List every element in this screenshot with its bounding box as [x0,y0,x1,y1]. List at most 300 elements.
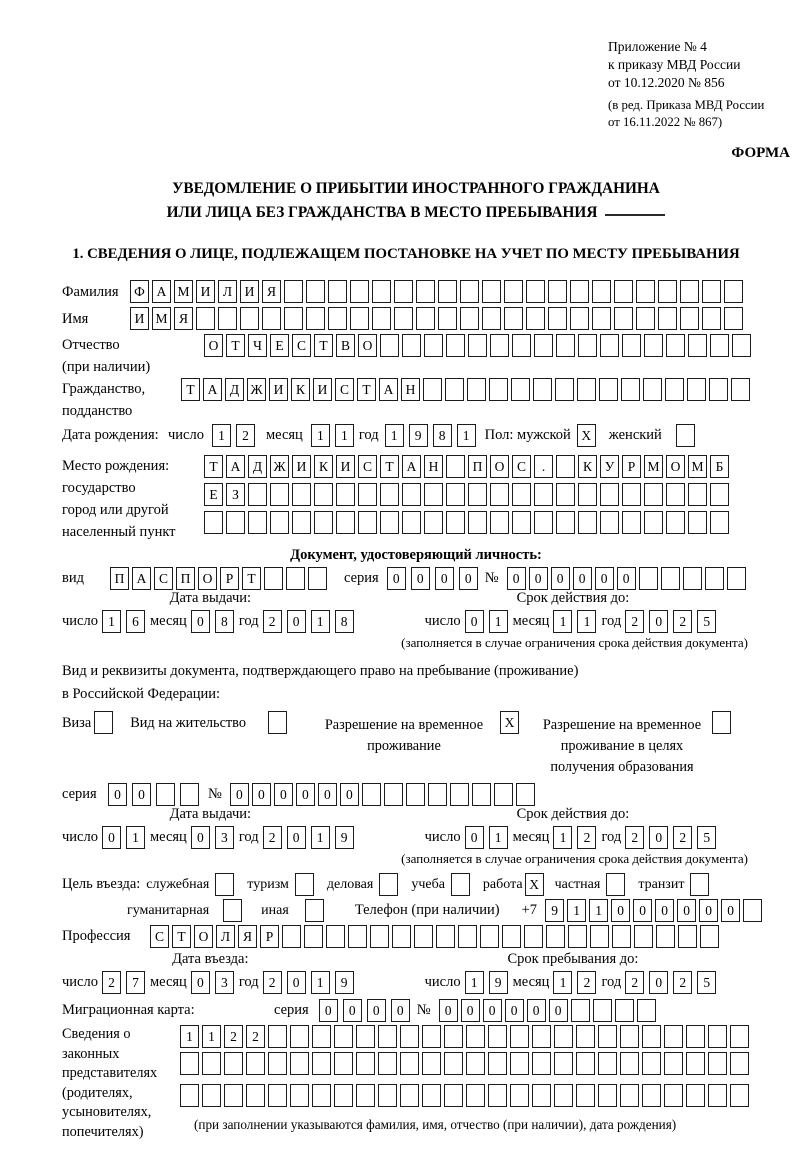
form-cell [555,378,574,401]
form-cell: 0 [367,999,386,1022]
form-cell [615,999,634,1022]
year-label: год [601,829,622,846]
form-cell: 9 [409,424,428,447]
form-cell [687,378,706,401]
form-cell: 0 [318,783,337,806]
residence-expiry-day-cells [465,826,513,849]
form-cell: И [130,307,149,330]
expiry-date-header: Срок действия до: [516,590,630,607]
form-cell: О [194,925,213,948]
sex-male-label: Пол: мужской [484,427,571,444]
form-cell [724,307,743,330]
issue-date-header: Дата выдачи: [169,590,252,607]
form-cell: 0 [287,826,306,849]
form-cell: 2 [577,826,596,849]
form-cell: 0 [287,971,306,994]
form-cell [402,483,421,506]
phone-prefix: +7 [521,902,538,919]
form-cell [592,280,611,303]
representatives-label: Сведения о законных представителях (родителях, усыновителях, попечителях) [62,1026,158,1140]
section-1-title: 1. СВЕДЕНИЯ О ЛИЦЕ, ПОДЛЕЖАЩЕМ ПОСТАНОВКЕ НА УЧЕТ ПО МЕСТУ ПРЕБЫВАНИЯ [72,246,740,263]
form-cell [578,483,597,506]
residence-intro-line-2: в Российской Федерации: [62,686,221,703]
entry-date-header: Дата въезда: [172,951,249,968]
form-cell: К [314,455,333,478]
doc-number-cells [507,567,749,590]
issue-month-cells [191,610,239,633]
surname-row [62,280,770,303]
form-cell: Я [238,925,257,948]
form-cell: В [336,334,355,357]
ref-line-1: Приложение № 4 [608,39,707,54]
month-label: месяц [512,613,550,630]
form-cell: 0 [677,899,696,922]
form-cell: 1 [102,610,121,633]
form-cell: Т [226,334,245,357]
stay-month-cells [553,971,601,994]
form-cell [512,511,531,534]
form-cell: С [358,455,377,478]
form-cell [732,334,751,357]
form-cell [458,925,477,948]
form-cell: С [154,567,173,590]
month-label: месяц [265,427,303,444]
form-cell [451,873,470,896]
form-cell [577,378,596,401]
form-cell: Р [622,455,641,478]
residence-permit-checkbox [268,711,290,734]
form-cell [644,483,663,506]
stay-year-cells [625,971,721,994]
year-label: год [358,427,379,444]
form-cell [328,307,347,330]
form-cell [676,424,695,447]
form-cell: 9 [335,971,354,994]
day-label: число [168,427,204,444]
form-cell [466,1025,485,1048]
form-cell [94,711,113,734]
form-cell [598,1025,617,1048]
form-cell: О [358,334,377,357]
form-cell: 6 [126,610,145,633]
form-cell [295,873,314,896]
form-cell: 2 [102,971,121,994]
form-cell [680,280,699,303]
form-cell [348,925,367,948]
form-cell [548,280,567,303]
form-cell [268,1025,287,1048]
form-cell: 0 [391,999,410,1022]
purpose-private: частная [555,873,629,896]
form-cell [416,280,435,303]
form-cell [731,378,750,401]
form-cell [180,783,199,806]
form-cell [446,511,465,534]
form-cell: 0 [465,610,484,633]
form-cell: 1 [212,424,231,447]
form-cell [688,511,707,534]
representatives-row-2 [180,1052,752,1075]
form-cell [524,925,543,948]
form-cell: 1 [311,826,330,849]
form-cell [282,925,301,948]
form-cell [270,483,289,506]
form-cell [708,1084,727,1107]
form-cell: 8 [215,610,234,633]
stay-day-cells [465,971,513,994]
form-cell: Т [181,378,200,401]
form-cell [468,483,487,506]
form-cell: 0 [191,826,210,849]
form-cell: 2 [577,971,596,994]
form-cell [180,1084,199,1107]
birth-place-label: Место рождения: государство город или другой населенный пункт [62,458,176,541]
option-temp-residence-education: Разрешение на временное проживание в целях получения образования [538,711,734,778]
form-cell [248,511,267,534]
form-cell: И [313,378,332,401]
form-cell [290,1084,309,1107]
birth-year-cells [385,424,481,447]
form-cell: 1 [126,826,145,849]
form-cell [394,280,413,303]
form-cell: 0 [102,826,121,849]
year-label: год [601,613,622,630]
entry-purpose-row-2 [127,899,770,922]
form-cell [710,483,729,506]
form-cell: 5 [697,971,716,994]
form-cell [590,925,609,948]
form-cell [526,280,545,303]
form-cell [600,483,619,506]
form-cell: 0 [343,999,362,1022]
form-cell: 2 [673,971,692,994]
form-cell [502,925,521,948]
form-cell [636,280,655,303]
surname-label: Фамилия [62,284,119,301]
series-label: серия [274,1002,309,1019]
entry-date-group [62,951,359,994]
form-cell: 0 [507,567,526,590]
form-cell [709,378,728,401]
form-cell: Т [314,334,333,357]
sex-male-checkbox [577,424,599,447]
form-cell: 1 [589,899,608,922]
form-cell: 1 [489,826,508,849]
residence-expiry-month-cells [553,826,601,849]
form-cell [666,511,685,534]
form-cell [356,1025,375,1048]
form-cell: И [196,280,215,303]
other-checkbox [305,899,327,922]
birth-place-row-3 [204,511,732,534]
form-cell: 0 [549,999,568,1022]
form-cell [489,378,508,401]
form-cell [268,1084,287,1107]
form-cell: 1 [385,424,404,447]
form-cell [664,1025,683,1048]
form-cell: 0 [459,567,478,590]
form-cell: 2 [625,826,644,849]
option-residence-permit: Вид на жительство [130,711,290,734]
study-checkbox [451,873,473,896]
order-reference [608,38,778,91]
purpose-work: работа X [483,873,547,896]
form-cell: 0 [483,999,502,1022]
doc-series-cells [387,567,483,590]
form-cell [460,307,479,330]
doc-kind-cells [110,567,330,590]
form-cell [480,925,499,948]
form-cell [578,511,597,534]
form-cell [270,511,289,534]
form-cell: М [152,307,171,330]
purpose-official: служебная [146,873,237,896]
entry-purpose-row [62,873,770,896]
form-cell [422,1025,441,1048]
form-cell: 0 [287,610,306,633]
form-cell [656,925,675,948]
profession-label: Профессия [62,928,131,945]
form-cell [438,280,457,303]
residence-expiry-group [425,806,722,849]
form-cell [379,873,398,896]
form-cell [314,511,333,534]
form-cell [467,378,486,401]
form-cell [534,511,553,534]
form-cell [510,1025,529,1048]
form-cell [593,999,612,1022]
phone-label: Телефон (при наличии) [354,902,500,919]
form-cell [292,483,311,506]
form-cell [336,511,355,534]
form-cell [424,483,443,506]
form-cell [358,511,377,534]
form-cell [402,334,421,357]
profession-row [62,925,770,948]
form-cell: 0 [649,826,668,849]
residence-series-cells [108,783,204,806]
form-cell [378,1052,397,1075]
form-cell [622,334,641,357]
form-cell [570,280,589,303]
form-cell: Е [270,334,289,357]
form-cell: А [379,378,398,401]
form-cell [634,925,653,948]
form-cell: 0 [633,899,652,922]
form-cell: 1 [311,971,330,994]
form-cell: 0 [529,567,548,590]
year-label: год [238,974,259,991]
form-cell [730,1052,749,1075]
form-cell [380,483,399,506]
form-cell [576,1084,595,1107]
form-cell [438,307,457,330]
migration-card-label: Миграционная карта: [62,1002,195,1019]
form-cell [665,378,684,401]
form-cell: И [240,280,259,303]
entry-year-cells [263,971,359,994]
form-cell [637,999,656,1022]
residence-issue-group [62,806,359,849]
form-cell [240,307,259,330]
form-cell [599,378,618,401]
form-cell [423,378,442,401]
form-cell: Ч [248,334,267,357]
profession-cells [150,925,722,948]
form-cell [424,511,443,534]
form-cell [444,1025,463,1048]
form-cell [460,280,479,303]
residence-doc-dates [62,806,770,849]
form-cell [576,1025,595,1048]
form-cell [180,1052,199,1075]
form-cell [224,1052,243,1075]
form-cell [532,1025,551,1048]
form-cell: 0 [274,783,293,806]
form-cell: 2 [246,1025,265,1048]
form-cell [614,307,633,330]
form-cell [556,334,575,357]
form-cell: 1 [465,971,484,994]
form-cell [488,1052,507,1075]
form-cell: 8 [335,610,354,633]
birth-place-block [62,455,770,543]
form-cell [592,307,611,330]
order-reference-edit [608,97,778,130]
patronymic-cells [204,334,754,357]
expiry-year-cells [625,610,721,633]
residence-doc-intro [62,660,770,706]
form-cell [246,1052,265,1075]
form-cell [643,378,662,401]
form-cell: Ф [130,280,149,303]
form-cell [526,307,545,330]
purpose-business: деловая [327,873,401,896]
migration-number-cells [439,999,659,1022]
issue-date-header: Дата выдачи: [169,806,252,823]
form-cell [218,307,237,330]
form-cell [554,1025,573,1048]
form-cell [710,334,729,357]
form-cell: М [644,455,663,478]
form-cell [533,378,552,401]
stay-until-group [425,951,722,994]
form-cell [743,899,762,922]
form-cell [378,1025,397,1048]
form-cell: 5 [697,826,716,849]
form-cell: З [226,483,245,506]
identity-doc-header: Документ, удостоверяющий личность: [290,547,542,564]
form-title [62,178,770,225]
official-checkbox [215,873,237,896]
form-cell: 0 [699,899,718,922]
identity-doc-row [62,567,770,590]
form-cell: П [176,567,195,590]
transit-checkbox [690,873,712,896]
form-cell [512,334,531,357]
form-cell [606,873,625,896]
phone-cells [545,899,765,922]
entry-day-cells [102,971,150,994]
form-cell: П [468,455,487,478]
form-cell: С [512,455,531,478]
form-cell: Р [220,567,239,590]
form-cell [664,1084,683,1107]
form-cell: 2 [263,610,282,633]
form-cell [680,307,699,330]
residence-expiry-year-cells [625,826,721,849]
form-cell: 0 [435,567,454,590]
form-cell: 2 [236,424,255,447]
form-cell [504,307,523,330]
form-cell [598,1084,617,1107]
month-label: месяц [149,829,187,846]
form-cell: М [688,455,707,478]
form-cell: 2 [673,826,692,849]
ref-line-2: к приказу МВД России [608,56,741,72]
work-checkbox [525,873,547,896]
form-cell [358,483,377,506]
forma-label: ФОРМА [731,144,790,161]
issue-year-cells [263,610,359,633]
form-cell [642,1052,661,1075]
form-cell [576,1052,595,1075]
form-cell: Ж [270,455,289,478]
residence-intro-line-1: Вид и реквизиты документа, подтверждающего право на пребывание (проживание) [62,663,579,680]
residence-issue-year-cells [263,826,359,849]
identity-issue-group [62,590,359,633]
purpose-label: Цель въезда: [62,876,141,893]
form-cell: 0 [611,899,630,922]
form-cell [305,899,324,922]
form-cell [394,307,413,330]
business-checkbox [379,873,401,896]
form-cell: 1 [311,610,330,633]
purpose-humanitarian: гуманитарная [127,899,245,922]
form-cell [414,925,433,948]
form-cell: 0 [387,567,406,590]
form-cell [534,483,553,506]
tourism-checkbox [295,873,317,896]
form-cell [304,925,323,948]
form-cell: 1 [553,610,572,633]
residence-doc-series-row [62,783,770,806]
form-cell: 2 [673,610,692,633]
form-cell [639,567,658,590]
form-cell [400,1084,419,1107]
month-label: месяц [512,829,550,846]
form-cell: О [666,455,685,478]
form-cell: 3 [215,826,234,849]
form-cell [511,378,530,401]
birth-month-cells [311,424,359,447]
form-cell: 9 [545,899,564,922]
stay-until-header: Срок пребывания до: [507,951,639,968]
representatives-row-1 [180,1025,752,1048]
sex-female-label: женский [608,427,662,444]
form-cell [350,307,369,330]
form-cell: 1 [567,899,586,922]
form-cell [532,1084,551,1107]
name-row [62,307,770,330]
form-cell: Т [357,378,376,401]
ref-line-4: (в ред. Приказа МВД России [608,98,765,113]
form-cell: П [110,567,129,590]
temp-residence-education-checkbox [712,711,734,734]
form-cell: А [226,455,245,478]
form-cell [482,307,501,330]
form-cell [326,925,345,948]
